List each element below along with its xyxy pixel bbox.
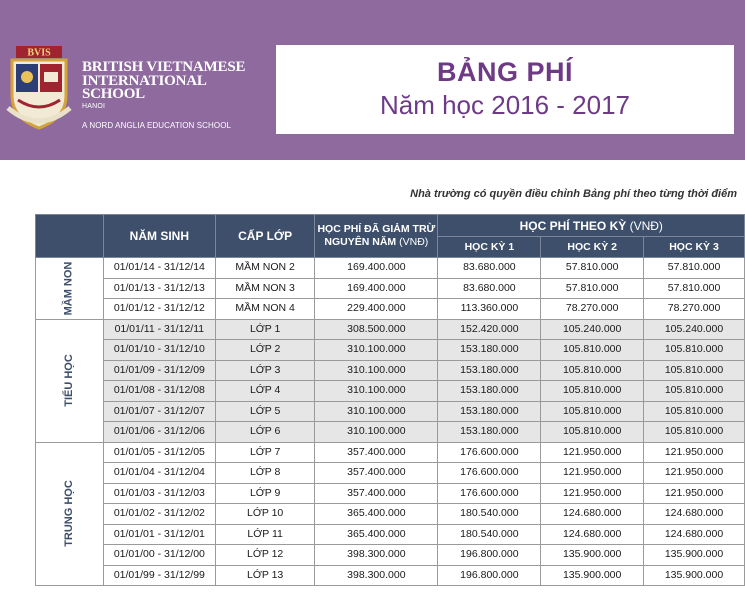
table-row [36,278,745,299]
birth-year-cell: 01/01/05 - 31/12/05 [103,442,215,463]
birth-year-cell: 01/01/10 - 31/12/10 [103,340,215,361]
table-row [36,524,745,545]
birth-year-cell: 01/01/02 - 31/12/02 [103,504,215,525]
term1-fee-cell: 196.800.000 [438,545,541,566]
birth-year-cell: 01/01/09 - 31/12/09 [103,360,215,381]
group-label: TRUNG HỌC [36,442,104,586]
term2-fee-cell: 121.950.000 [541,442,644,463]
birth-year-cell: 01/01/00 - 31/12/00 [103,545,215,566]
term1-fee-cell: 83.680.000 [438,278,541,299]
term2-fee-cell: 57.810.000 [541,258,644,279]
header-banner [0,0,745,160]
grade-cell: LỚP 1 [216,319,315,340]
term3-fee-cell: 78.270.000 [644,299,745,320]
grade-cell: MẦM NON 2 [216,258,315,279]
term1-fee-cell: 180.540.000 [438,504,541,525]
term3-fee-cell: 121.950.000 [644,483,745,504]
header-term-fees: HỌC PHÍ THEO KỲ (VNĐ) [438,215,745,237]
svg-text:BVIS: BVIS [27,47,51,59]
term3-fee-cell: 124.680.000 [644,524,745,545]
term1-fee-cell: 176.600.000 [438,483,541,504]
term1-fee-cell: 153.180.000 [438,340,541,361]
group-label: TIỂU HỌC [36,319,104,442]
term3-fee-cell: 121.950.000 [644,442,745,463]
grade-cell: LỚP 10 [216,504,315,525]
table-row [36,422,745,443]
annual-fee-cell: 365.400.000 [315,524,438,545]
table-row [36,504,745,525]
school-crest-icon [4,44,74,130]
term2-fee-cell: 105.810.000 [541,422,644,443]
fee-adjustment-note: Nhà trường có quyền điều chỉnh Bảng phí theo từng thời điểm [410,188,737,200]
birth-year-cell: 01/01/11 - 31/12/11 [103,319,215,340]
term2-fee-cell: 124.680.000 [541,504,644,525]
annual-fee-cell: 365.400.000 [315,504,438,525]
term2-fee-cell: 105.810.000 [541,340,644,361]
header-term-2: HỌC KỲ 2 [541,237,644,258]
term2-fee-cell: 124.680.000 [541,524,644,545]
table-row [36,483,745,504]
school-name: BRITISH VIETNAMESE INTERNATIONAL SCHOOL [82,59,246,102]
header-term-1: HỌC KỲ 1 [438,237,541,258]
term2-fee-cell: 121.950.000 [541,463,644,484]
term2-fee-cell: 121.950.000 [541,483,644,504]
grade-cell: LỚP 3 [216,360,315,381]
header-birth-year: NĂM SINH [103,215,215,258]
term1-fee-cell: 153.180.000 [438,401,541,422]
header-term-3: HỌC KỲ 3 [644,237,745,258]
term1-fee-cell: 153.180.000 [438,381,541,402]
annual-fee-cell: 169.400.000 [315,258,438,279]
birth-year-cell: 01/01/07 - 31/12/07 [103,401,215,422]
annual-fee-cell: 310.100.000 [315,381,438,402]
term2-fee-cell: 105.810.000 [541,401,644,422]
title-box [276,45,734,134]
group-label: MẦM NON [36,258,104,320]
term1-fee-cell: 176.600.000 [438,463,541,484]
term2-fee-cell: 57.810.000 [541,278,644,299]
page-subtitle: Năm học 2016 - 2017 [379,90,631,120]
term2-fee-cell: 105.240.000 [541,319,644,340]
table-row [36,299,745,320]
table-row [36,401,745,422]
term3-fee-cell: 121.950.000 [644,463,745,484]
birth-year-cell: 01/01/14 - 31/12/14 [103,258,215,279]
annual-fee-cell: 398.300.000 [315,545,438,566]
grade-cell: LỚP 11 [216,524,315,545]
term3-fee-cell: 135.900.000 [644,545,745,566]
grade-cell: LỚP 9 [216,483,315,504]
term2-fee-cell: 105.810.000 [541,381,644,402]
term3-fee-cell: 135.900.000 [644,565,745,586]
grade-cell: LỚP 7 [216,442,315,463]
term2-fee-cell: 135.900.000 [541,565,644,586]
annual-fee-cell: 308.500.000 [315,319,438,340]
table-row [36,545,745,566]
term3-fee-cell: 105.810.000 [644,340,745,361]
term3-fee-cell: 105.810.000 [644,381,745,402]
term2-fee-cell: 105.810.000 [541,360,644,381]
term1-fee-cell: 153.180.000 [438,360,541,381]
table-row [36,319,745,340]
term1-fee-cell: 152.420.000 [438,319,541,340]
grade-cell: MẦM NON 3 [216,278,315,299]
term3-fee-cell: 105.240.000 [644,319,745,340]
grade-cell: LỚP 4 [216,381,315,402]
table-row [36,565,745,586]
term1-fee-cell: 153.180.000 [438,422,541,443]
table-row [36,258,745,279]
annual-fee-cell: 310.100.000 [315,340,438,361]
header-grade: CẤP LỚP [216,215,315,258]
term3-fee-cell: 105.810.000 [644,360,745,381]
term1-fee-cell: 176.600.000 [438,442,541,463]
grade-cell: LỚP 5 [216,401,315,422]
grade-cell: LỚP 8 [216,463,315,484]
annual-fee-cell: 398.300.000 [315,565,438,586]
birth-year-cell: 01/01/13 - 31/12/13 [103,278,215,299]
term2-fee-cell: 135.900.000 [541,545,644,566]
term2-fee-cell: 78.270.000 [541,299,644,320]
term1-fee-cell: 113.360.000 [438,299,541,320]
grade-cell: LỚP 2 [216,340,315,361]
term1-fee-cell: 180.540.000 [438,524,541,545]
grade-cell: LỚP 12 [216,545,315,566]
fee-table-body [36,258,745,586]
birth-year-cell: 01/01/12 - 31/12/12 [103,299,215,320]
term3-fee-cell: 105.810.000 [644,401,745,422]
term3-fee-cell: 57.810.000 [644,278,745,299]
annual-fee-cell: 310.100.000 [315,401,438,422]
header-group-col [36,215,104,258]
grade-cell: MẦM NON 4 [216,299,315,320]
annual-fee-cell: 357.400.000 [315,442,438,463]
table-row [36,381,745,402]
annual-fee-cell: 357.400.000 [315,463,438,484]
term1-fee-cell: 196.800.000 [438,565,541,586]
annual-fee-cell: 229.400.000 [315,299,438,320]
birth-year-cell: 01/01/99 - 31/12/99 [103,565,215,586]
annual-fee-cell: 169.400.000 [315,278,438,299]
table-row [36,340,745,361]
grade-cell: LỚP 13 [216,565,315,586]
annual-fee-cell: 357.400.000 [315,483,438,504]
birth-year-cell: 01/01/06 - 31/12/06 [103,422,215,443]
header-annual-fee: HỌC PHÍ ĐÃ GIẢM TRỪ NGUYÊN NĂM (VNĐ) [315,215,438,258]
term3-fee-cell: 124.680.000 [644,504,745,525]
birth-year-cell: 01/01/04 - 31/12/04 [103,463,215,484]
school-tagline: A NORD ANGLIA EDUCATION SCHOOL [82,121,232,130]
birth-year-cell: 01/01/01 - 31/12/01 [103,524,215,545]
term1-fee-cell: 83.680.000 [438,258,541,279]
fee-table [35,214,745,586]
annual-fee-cell: 310.100.000 [315,422,438,443]
annual-fee-cell: 310.100.000 [315,360,438,381]
term3-fee-cell: 57.810.000 [644,258,745,279]
page-title: BẢNG PHÍ [436,57,573,87]
birth-year-cell: 01/01/03 - 31/12/03 [103,483,215,504]
table-row [36,442,745,463]
table-row [36,360,745,381]
term3-fee-cell: 105.810.000 [644,422,745,443]
table-row [36,463,745,484]
birth-year-cell: 01/01/08 - 31/12/08 [103,381,215,402]
school-city: HANOI [82,103,106,110]
grade-cell: LỚP 6 [216,422,315,443]
